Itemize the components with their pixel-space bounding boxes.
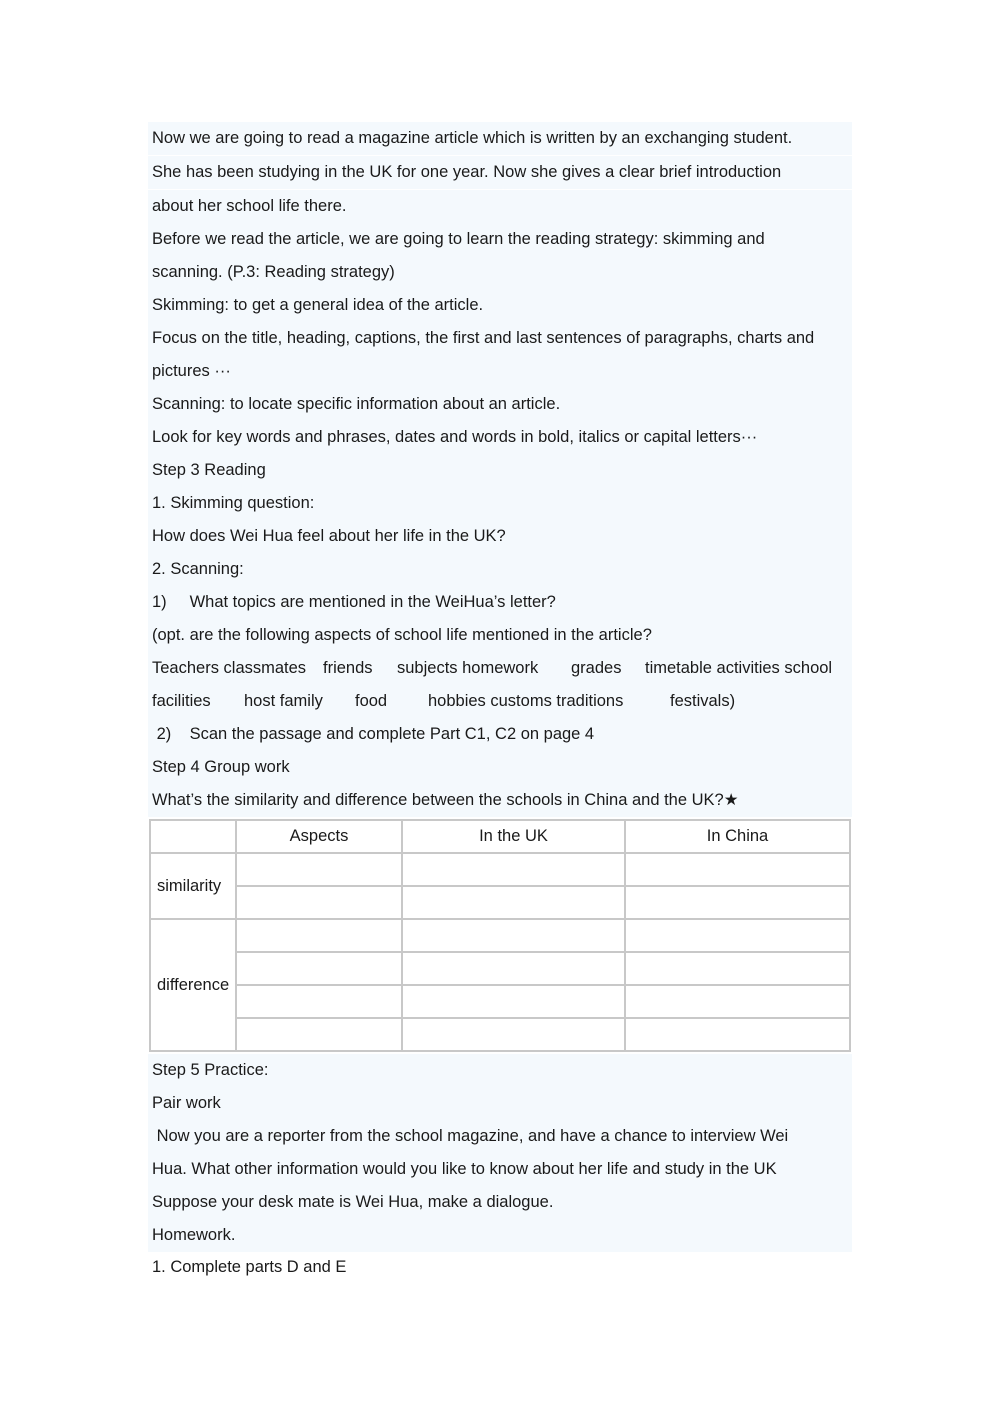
- text-line: pictures ···: [152, 362, 231, 380]
- table-row: [150, 853, 850, 886]
- table-cell[interactable]: [402, 1018, 625, 1051]
- text-line: Before we read the article, we are going to learn the reading strategy: skimming and: [152, 230, 765, 248]
- text-line: 2. Scanning:: [152, 560, 244, 578]
- text-line: Look for key words and phrases, dates and words in bold, italics or capital letters···: [152, 428, 758, 446]
- topic-item: subjects homework: [397, 659, 539, 677]
- table-cell[interactable]: [402, 952, 625, 985]
- table-cell[interactable]: [236, 853, 402, 886]
- topic-item: Teachers classmates: [152, 659, 307, 677]
- topic-item: hobbies customs traditions: [428, 692, 624, 710]
- topic-item: friends: [323, 659, 373, 677]
- table-cell[interactable]: [625, 853, 850, 886]
- table-row: [150, 919, 850, 952]
- topics-line-2: [148, 685, 852, 718]
- text-line: Now you are a reporter from the school magazine, and have a chance to interview Wei: [152, 1127, 789, 1145]
- comparison-table: [149, 819, 851, 1052]
- table-cell[interactable]: [236, 1018, 402, 1051]
- text-line: Focus on the title, heading, captions, the first and last sentences of paragraphs, charts and: [152, 329, 815, 347]
- table-cell[interactable]: [236, 985, 402, 1018]
- text-line: 1) What topics are mentioned in the WeiHua’s letter?: [152, 593, 556, 611]
- table-cell[interactable]: [402, 886, 625, 919]
- text-line: Hua. What other information would you like to know about her life and study in the UK: [152, 1160, 777, 1178]
- text-line: She has been studying in the UK for one year. Now she gives a clear brief introduction: [148, 155, 852, 189]
- text-line: Now we are going to read a magazine article which is written by an exchanging student.: [152, 129, 793, 147]
- practice-section: [148, 1054, 852, 1252]
- table-cell[interactable]: [402, 919, 625, 952]
- table-header-cell: [150, 820, 236, 853]
- topic-item: festivals): [670, 692, 736, 710]
- text-line: scanning. (P.3: Reading strategy): [152, 263, 395, 281]
- text-line: (opt. are the following aspects of school life mentioned in the article?: [152, 626, 652, 644]
- table-cell[interactable]: [236, 952, 402, 985]
- table-header-row: [150, 820, 850, 853]
- table-cell[interactable]: [625, 886, 850, 919]
- table-cell[interactable]: [402, 853, 625, 886]
- intro-section: [148, 122, 852, 817]
- table-cell[interactable]: [402, 985, 625, 1018]
- table-cell[interactable]: [236, 886, 402, 919]
- table-row: [150, 886, 850, 919]
- text-line: What’s the similarity and difference between the schools in China and the UK?★: [152, 791, 739, 809]
- text-line: How does Wei Hua feel about her life in the UK?: [152, 527, 506, 545]
- topic-item: food: [355, 692, 388, 710]
- topic-item: facilities: [152, 692, 211, 710]
- topic-item: grades: [571, 659, 622, 677]
- table-cell[interactable]: [625, 985, 850, 1018]
- text-line: 2) Scan the passage and complete Part C1, C2 on page 4: [152, 725, 595, 743]
- table-cell[interactable]: [625, 952, 850, 985]
- text-line: Skimming: to get a general idea of the article.: [152, 296, 484, 314]
- step-5-heading: Step 5 Practice:: [152, 1061, 269, 1079]
- text-line: about her school life there.: [148, 189, 852, 223]
- text-line: Scanning: to locate specific information about an article.: [152, 395, 561, 413]
- homework-item: 1. Complete parts D and E: [152, 1258, 347, 1276]
- table-header-cell: In the UK: [402, 820, 625, 853]
- text-line: Pair work: [152, 1094, 221, 1112]
- similarity-label: similarity: [150, 853, 236, 919]
- step-4-heading: Step 4 Group work: [152, 758, 290, 776]
- table-header-cell: Aspects: [236, 820, 402, 853]
- table-row: [150, 952, 850, 985]
- difference-label: difference: [150, 919, 236, 1051]
- text-line: Suppose your desk mate is Wei Hua, make a dialogue.: [152, 1193, 554, 1211]
- table-cell[interactable]: [625, 919, 850, 952]
- table-cell[interactable]: [236, 919, 402, 952]
- table-row: [150, 1018, 850, 1051]
- table-row: [150, 985, 850, 1018]
- text-line: 1. Skimming question:: [152, 494, 315, 512]
- topic-item: timetable activities school: [645, 659, 833, 677]
- step-3-heading: Step 3 Reading: [152, 461, 266, 479]
- document-page: [148, 122, 852, 1282]
- table-header-cell: In China: [625, 820, 850, 853]
- topic-item: host family: [244, 692, 323, 710]
- homework-heading: Homework.: [152, 1226, 236, 1244]
- table-cell[interactable]: [625, 1018, 850, 1051]
- topics-line-1: [148, 652, 852, 685]
